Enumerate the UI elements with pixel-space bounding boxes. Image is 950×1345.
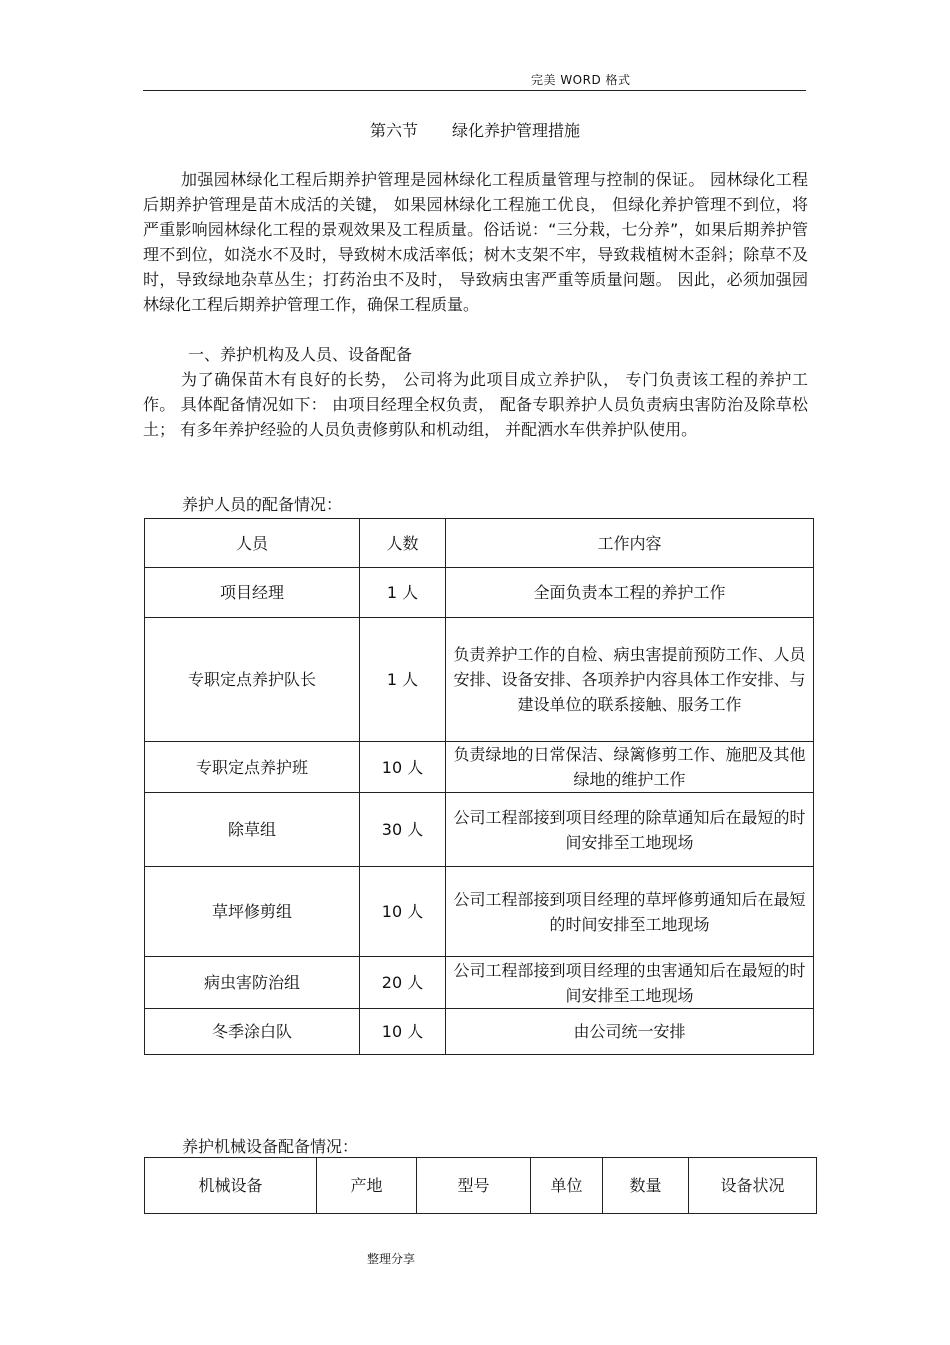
header-cell: 型号	[417, 1158, 531, 1214]
page-header	[143, 68, 806, 91]
staff-table-caption: 养护人员的配备情况：	[182, 495, 343, 514]
table-header-row	[145, 1158, 817, 1214]
duty-cell: 由公司统一安排	[446, 1009, 814, 1055]
role-cell: 除草组	[145, 793, 360, 867]
count-cell: 20 人	[360, 957, 446, 1009]
table-row	[145, 568, 814, 618]
header-cell: 产地	[317, 1158, 417, 1214]
table-row	[145, 742, 814, 793]
table-row	[145, 957, 814, 1009]
section-title	[0, 118, 950, 141]
role-cell: 项目经理	[145, 568, 360, 618]
page-footer: 整理分享	[367, 1252, 416, 1266]
role-cell: 病虫害防治组	[145, 957, 360, 1009]
table-row	[145, 618, 814, 742]
count-cell: 10 人	[360, 1009, 446, 1055]
count-cell: 1 人	[360, 568, 446, 618]
count-cell: 30 人	[360, 793, 446, 867]
header-text: 完美 WORD 格式	[531, 73, 631, 87]
subheading: 一、养护机构及人员、设备配备	[188, 345, 413, 364]
header-cell: 工作内容	[446, 519, 814, 568]
count-cell: 10 人	[360, 742, 446, 793]
section-number: 第六节	[369, 121, 418, 140]
header-cell: 单位	[531, 1158, 603, 1214]
intro-paragraph: 加强园林绿化工程后期养护管理是园林绿化工程质量管理与控制的保证。 园林绿化工程后期养护管理是苗木成活的关键， 如果园林绿化工程施工优良， 但绿化养护管理不到位，将严重影响园林绿化工程的景观效果及工程质量。俗话说：“三分栽，七分养”，如果后期养护管理不到位，如浇水不及时，导致树木成活率低；树木支架不牢，导致栽植树木歪斜；除草不及时，导致绿地杂草丛生；打药治虫不及时， 导致病虫害严重等质量问题。 因此，必须加强园林绿化工程后期养护管理工作，确保工程质量。	[143, 170, 808, 314]
duty-cell: 负责养护工作的自检、病虫害提前预防工作、人员安排、设备安排、各项养护内容具体工作安排、与建设单位的联系接触、服务工作	[446, 618, 814, 742]
table-row	[145, 867, 814, 957]
duty-cell: 公司工程部接到项目经理的除草通知后在最短的时间安排至工地现场	[446, 793, 814, 867]
role-cell: 冬季涂白队	[145, 1009, 360, 1055]
table-header-row	[145, 519, 814, 568]
role-cell: 专职定点养护队长	[145, 618, 360, 742]
staff-table	[144, 518, 814, 1055]
section-name: 绿化养护管理措施	[452, 121, 581, 140]
staffing-paragraph: 为了确保苗木有良好的长势， 公司将为此项目成立养护队， 专门负责该工程的养护工作。 具体配备情况如下： 由项目经理全权负责， 配备专职养护人员负责病虫害防治及除草松土； 有多年养护经验的人员负责修剪队和机动组， 并配洒水车供养护队使用。	[143, 370, 808, 439]
equipment-table	[144, 1157, 817, 1214]
header-cell: 机械设备	[145, 1158, 317, 1214]
role-cell: 草坪修剪组	[145, 867, 360, 957]
table-row	[145, 1009, 814, 1055]
header-cell: 人员	[145, 519, 360, 568]
duty-cell: 公司工程部接到项目经理的虫害通知后在最短的时间安排至工地现场	[446, 957, 814, 1009]
duty-cell: 公司工程部接到项目经理的草坪修剪通知后在最短的时间安排至工地现场	[446, 867, 814, 957]
count-cell: 10 人	[360, 867, 446, 957]
equipment-table-caption: 养护机械设备配备情况：	[182, 1137, 359, 1156]
role-cell: 专职定点养护班	[145, 742, 360, 793]
duty-cell: 负责绿地的日常保洁、绿篱修剪工作、施肥及其他绿地的维护工作	[446, 742, 814, 793]
header-cell: 设备状况	[689, 1158, 817, 1214]
count-cell: 1 人	[360, 618, 446, 742]
table-row	[145, 793, 814, 867]
header-cell: 人数	[360, 519, 446, 568]
duty-cell: 全面负责本工程的养护工作	[446, 568, 814, 618]
header-cell: 数量	[603, 1158, 689, 1214]
